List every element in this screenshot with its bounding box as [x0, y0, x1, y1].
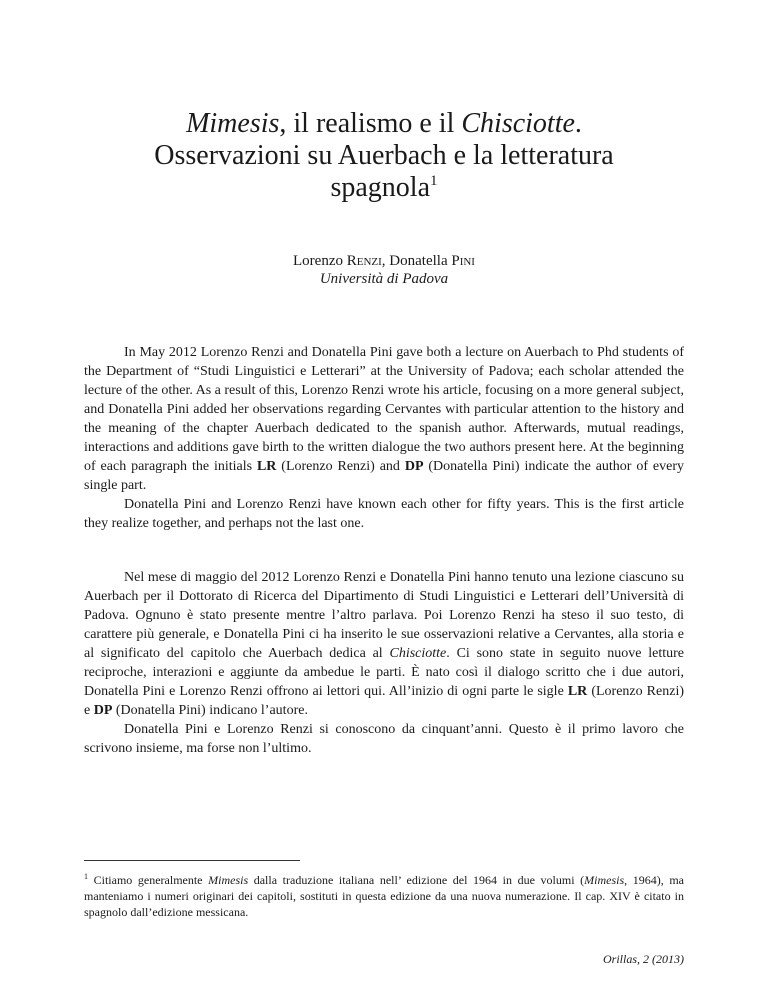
- title-footnote-mark[interactable]: 1: [430, 173, 438, 189]
- journal-reference: Orillas, 2 (2013): [603, 952, 684, 966]
- author-1-last: Renzi: [346, 253, 382, 269]
- abstract-it-text-c: (Lorenzo Renzi) e: [84, 684, 684, 718]
- author-line: [60, 252, 708, 270]
- footnote-text-a: Citiamo generalmente: [88, 873, 209, 887]
- abstract-english: [84, 343, 684, 533]
- abstract-it-chisciotte: Chisciotte: [389, 646, 447, 661]
- author-1-first: Lorenzo: [293, 253, 347, 269]
- footnote-rule: [84, 860, 300, 861]
- initials-lr: LR: [256, 459, 277, 474]
- title-chisciotte: Chisciotte: [461, 108, 575, 139]
- affiliation: Università di Padova: [319, 271, 449, 287]
- abstract-it-text-d: (Donatella Pini) indicano l’autore.: [112, 703, 308, 718]
- footnote-text-b: dalla traduzione italiana nell’ edizione del 1964 in due volumi (: [248, 873, 585, 887]
- abstract-italian: [84, 568, 684, 758]
- initials-dp: DP: [93, 703, 113, 718]
- initials-dp: DP: [404, 459, 424, 474]
- title-dot: .: [574, 108, 582, 139]
- footnote-mark: 1: [84, 872, 88, 881]
- title-line-3: spagnola: [330, 172, 431, 203]
- initials-lr: LR: [567, 684, 588, 699]
- title-line-2: Osservazioni su Auerbach e la letteratura: [154, 140, 614, 171]
- abstract-it-paragraph-2: Donatella Pini e Lorenzo Renzi si conoscono da cinquant’anni. Questo è il primo lavoro che scrivono insieme, ma forse non l’ultimo.: [84, 722, 684, 756]
- footnote-mimesis-2: Mimesis: [584, 873, 625, 887]
- footnote-mimesis: Mimesis: [208, 873, 249, 887]
- author-separator: , Donatella: [381, 253, 452, 269]
- abstract-it-text-b: . Ci sono state in seguito nuove letture reciproche, interazioni e aggiunte da ambedue le parti. È nato così il dialogo scritto che i due autori, Donatella Pini e Lorenzo Renzi offrono ai lettori qui. All’inizio di ogni parte le sigle: [84, 646, 685, 699]
- author-2-last: Pini: [451, 253, 475, 269]
- abstract-en-paragraph-2: Donatella Pini and Lorenzo Renzi have known each other for fifty years. This is the first article they realize together, and perhaps not the last one.: [84, 497, 684, 531]
- title-text: , il realismo e il: [279, 108, 462, 139]
- abstract-en-text-a: In May 2012 Lorenzo Renzi and Donatella Pini gave both a lecture on Auerbach to Phd students of the Department of “Studi Linguistici e Letterari” at the University of Padova; each scholar attended the lecture of the other. As a result of this, Lorenzo Renzi wrote his article, focusing on a more general subject, and Donatella Pini added her observations regarding Cervantes with particular attention to the history and the meaning of the chapter Auerbach dedicated to the spanish author. Afterwards, mutual readings, interactions and additions gave birth to the written dialogue the two authors present here. At the beginning of each paragraph the initials: [84, 345, 684, 474]
- article-title: [60, 108, 708, 204]
- abstract-en-text-b: (Lorenzo Renzi) and: [276, 459, 405, 474]
- footnote: [84, 869, 684, 920]
- abstract-en-paragraph-1: [84, 343, 684, 495]
- title-mimesis: Mimesis: [186, 108, 280, 139]
- footnote-text-c: , 1964), ma manteniamo i numeri originari dei capitoli, sostituti in questa edizione da una nuova numerazione. Il cap. XIV è citato in spagnolo dall’edizione messicana.: [84, 873, 685, 919]
- abstract-it-text-a: Nel mese di maggio del 2012 Lorenzo Renzi e Donatella Pini hanno tenuto una lezione ciascuno su Auerbach per il Dottorato di Ricerca del Dipartimento di Studi Linguistici e Letterari dell’Università di Padova. Ognuno è stato presente mentre l’altro parlava. Poi Lorenzo Renzi ha steso il suo testo, di carattere più generale, e Donatella Pini ci ha inserito le sue osservazioni relative a Cervantes, alla storia e al significato del capitolo che Auerbach dedica al: [84, 570, 684, 661]
- abstract-en-text-c: (Donatella Pini) indicate the author of every single part.: [84, 459, 684, 493]
- abstract-it-paragraph-1: [84, 568, 684, 720]
